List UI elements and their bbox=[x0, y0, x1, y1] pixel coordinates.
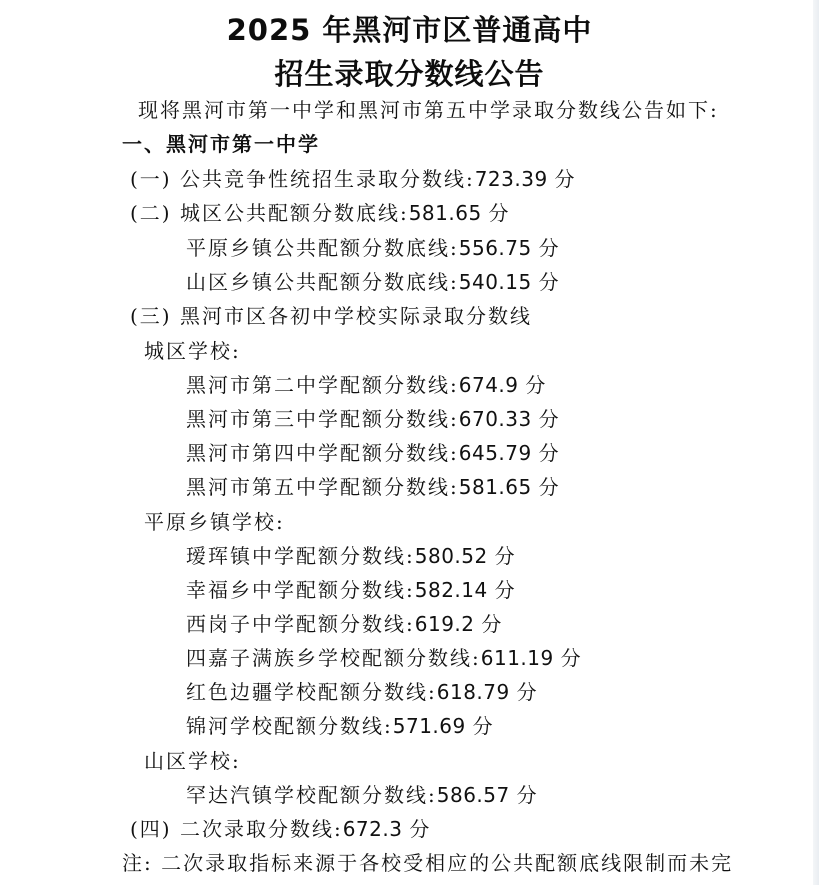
city-school-row bbox=[186, 440, 559, 466]
mountain-school-row bbox=[186, 782, 537, 808]
plain-schools-heading: 平原乡镇学校: bbox=[144, 510, 285, 534]
school-score: 670.33 分 bbox=[458, 407, 560, 431]
school-label: 瑷珲镇中学配额分数线: bbox=[186, 544, 415, 568]
school-label: 四嘉子满族乡学校配额分数线: bbox=[186, 646, 481, 670]
title-line-2: 招生录取分数线公告 bbox=[274, 57, 545, 91]
school-score: 645.79 分 bbox=[458, 441, 560, 465]
item-2b-label: 平原乡镇公共配额分数底线: bbox=[186, 236, 459, 260]
school-label: 黑河市第二中学配额分数线: bbox=[186, 373, 459, 397]
item-1-value: 723.39 分 bbox=[474, 167, 576, 191]
plain-school-row bbox=[186, 679, 537, 705]
item-2b bbox=[186, 235, 559, 261]
title-line-1: 2025 年黑河市区普通高中 bbox=[226, 13, 593, 47]
school-score: 611.19 分 bbox=[480, 646, 582, 670]
school-score: 619.2 分 bbox=[414, 612, 502, 636]
plain-school-row bbox=[186, 543, 515, 569]
school-label: 幸福乡中学配额分数线: bbox=[186, 578, 415, 602]
school-label: 西岗子中学配额分数线: bbox=[186, 612, 415, 636]
item-1-label: (一) 公共竞争性统招生录取分数线: bbox=[130, 167, 475, 191]
city-school-row bbox=[186, 372, 546, 398]
city-school-row bbox=[186, 474, 559, 500]
item-2-value: 581.65 分 bbox=[408, 201, 510, 225]
school-score: 571.69 分 bbox=[392, 714, 494, 738]
school-score: 581.65 分 bbox=[458, 475, 560, 499]
school-score: 586.57 分 bbox=[436, 783, 538, 807]
item-2c bbox=[186, 269, 559, 295]
school-label: 黑河市第五中学配额分数线: bbox=[186, 475, 459, 499]
plain-school-row bbox=[186, 577, 515, 603]
city-school-row bbox=[186, 406, 559, 432]
school-label: 黑河市第四中学配额分数线: bbox=[186, 441, 459, 465]
item-4-label: (四) 二次录取分数线: bbox=[130, 817, 343, 841]
plain-school-row bbox=[186, 713, 493, 739]
school-score: 618.79 分 bbox=[436, 680, 538, 704]
plain-school-row bbox=[186, 611, 502, 637]
item-4-value: 672.3 分 bbox=[342, 817, 430, 841]
mountain-schools-heading: 山区学校: bbox=[144, 749, 241, 773]
item-2c-value: 540.15 分 bbox=[458, 270, 560, 294]
intro-text: 现将黑河市第一中学和黑河市第五中学录取分数线公告如下: bbox=[138, 98, 719, 122]
school-label: 罕达汽镇学校配额分数线: bbox=[186, 783, 437, 807]
school-score: 582.14 分 bbox=[414, 578, 516, 602]
school-label: 红色边疆学校配额分数线: bbox=[186, 680, 437, 704]
school-label: 黑河市第三中学配额分数线: bbox=[186, 407, 459, 431]
note-text: 注: 二次录取指标来源于各校受相应的公共配额底线限制而未完 bbox=[122, 851, 734, 875]
item-2c-label: 山区乡镇公共配额分数底线: bbox=[186, 270, 459, 294]
school-score: 580.52 分 bbox=[414, 544, 516, 568]
school-score: 674.9 分 bbox=[458, 373, 546, 397]
item-1 bbox=[130, 166, 575, 192]
item-4 bbox=[130, 816, 430, 842]
school-label: 锦河学校配额分数线: bbox=[186, 714, 393, 738]
item-2 bbox=[130, 200, 509, 226]
city-schools-heading: 城区学校: bbox=[144, 339, 241, 363]
item-3: (三) 黑河市区各初中学校实际录取分数线 bbox=[130, 304, 532, 328]
section-heading-first-school: 一、黑河市第一中学 bbox=[122, 132, 320, 156]
item-2-label: (二) 城区公共配额分数底线: bbox=[130, 201, 409, 225]
item-2b-value: 556.75 分 bbox=[458, 236, 560, 260]
page-edge bbox=[813, 0, 819, 885]
plain-school-row bbox=[186, 645, 581, 671]
